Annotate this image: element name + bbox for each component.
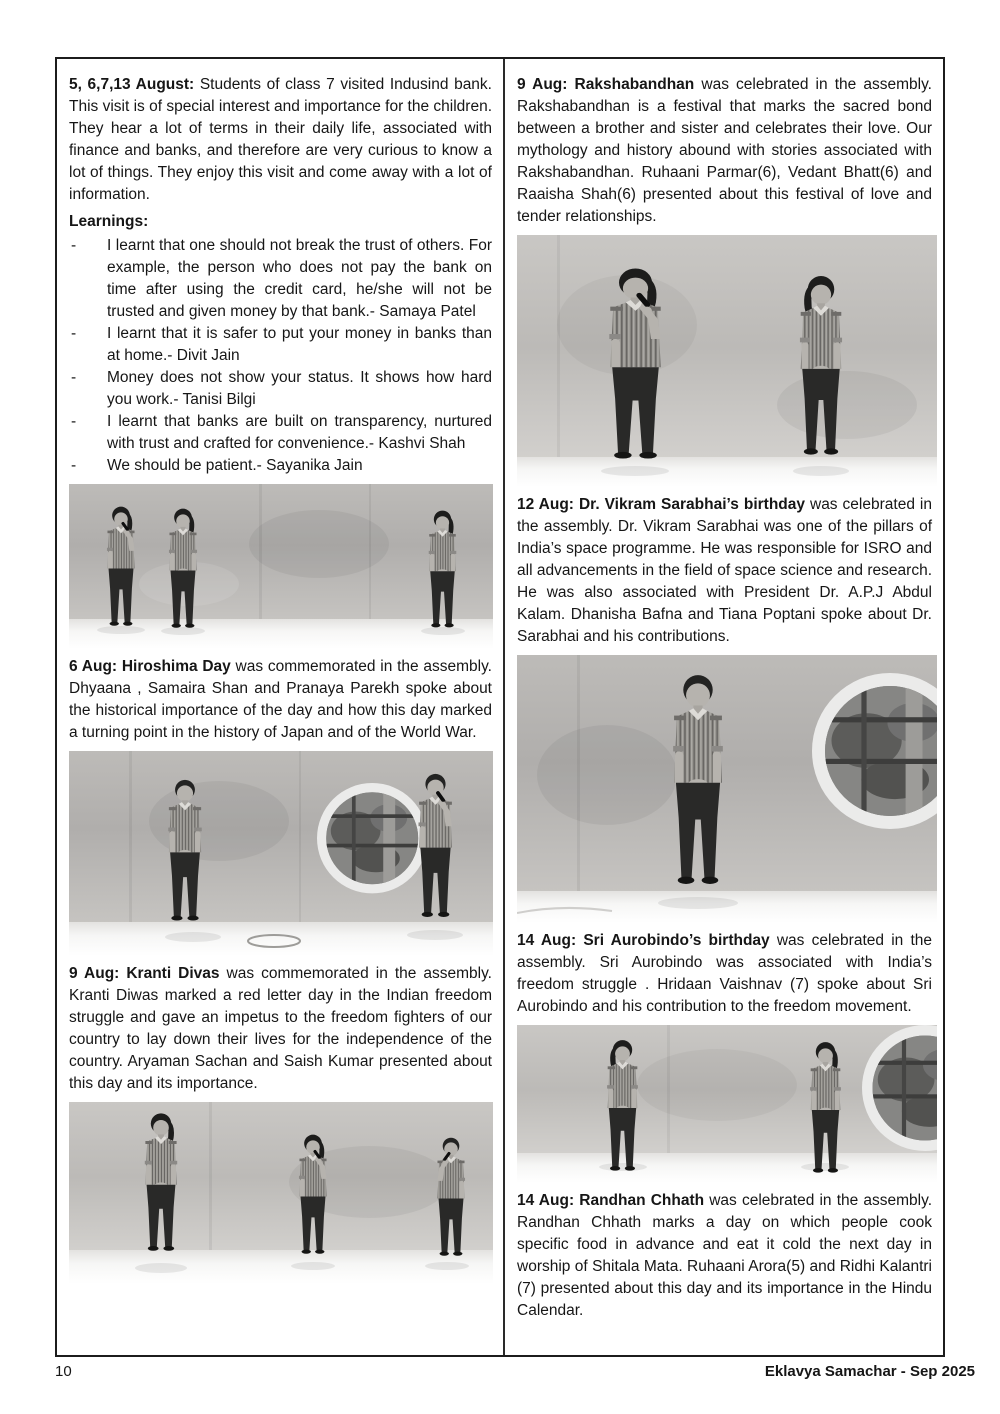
article-rakshabandhan <box>517 74 932 228</box>
article-hiroshima-lead: 6 Aug: Hiroshima Day <box>69 658 231 675</box>
right-column <box>505 59 943 1355</box>
article-hiroshima <box>69 656 492 744</box>
learning-text: We should be patient.- Sayanika Jain <box>107 457 363 474</box>
list-dash-marker: - <box>71 457 77 474</box>
list-item <box>69 455 492 477</box>
article-sarabhai-body: was celebrated in the assembly. Dr. Vikram Sarabhai was one of the pillars of India’s space programme. He was responsible for ISRO and all advancements in the field of space science and research. He was also associated with President Dr. A.P.J Abdul Kalam. Dhanisha Bafna and Tiana Poptani spoke about Dr. Sarabhai and his contributions. <box>517 496 932 645</box>
list-dash-marker: - <box>71 413 77 430</box>
page-border-frame <box>55 57 945 1357</box>
photo-rakshabandhan <box>517 235 932 487</box>
page-footer <box>55 1363 975 1381</box>
learnings-list <box>69 235 492 477</box>
learning-text: I learnt that it is safer to put your money in banks than at home.- Divit Jain <box>107 325 492 364</box>
article-kranti-body: was commemorated in the assembly. Kranti Diwas marked a red letter day in the Indian freedom struggle and gave an impetus to the freedom fighters of our country to lay down their lives for the independence of the country. Aryaman Sachan and Saish Kumar presented about this day and its importance. <box>69 965 492 1092</box>
porthole-window <box>317 783 427 893</box>
learning-text: I learnt that banks are built on transparency, nurtured with trust and crafted for convenience.- Kashvi Shah <box>107 413 492 452</box>
article-aurobindo-body: was celebrated in the assembly. Sri Aurobindo was associated with India’s freedom struggle . Hridaan Vaishnav (7) spoke about Sri Aurobindo and his contribution to the freedom movement. <box>517 932 932 1015</box>
list-dash-marker: - <box>71 237 77 254</box>
photo-illustration <box>517 1025 937 1183</box>
article-hiroshima-body: was commemorated in the assembly. Dhyaana , Samaira Shan and Pranaya Parekh spoke about the historical importance of the day and how this day marked a turning point in the history of Japan and of the World War. <box>69 658 492 741</box>
photo-illustration <box>517 655 937 923</box>
list-item <box>69 411 492 455</box>
list-item <box>69 235 492 323</box>
photo-sarabhai-assembly <box>517 655 932 923</box>
article-randhan <box>517 1190 932 1322</box>
photo-kranti-presenters <box>69 1102 492 1284</box>
left-column <box>57 59 503 1355</box>
article-aurobindo-lead: 14 Aug: Sri Aurobindo’s birthday <box>517 932 770 949</box>
list-item <box>69 323 492 367</box>
list-dash-marker: - <box>71 369 77 386</box>
learning-text: Money does not show your status. It shows how hard you work.- Tanisi Bilgi <box>107 369 492 408</box>
article-randhan-body: was celebrated in the assembly. Randhan Chhath marks a day on which people cook specific food in advance and eat it cold the next day in worship of Shitala Mata. Ruhaani Arora(5) and Ridhi Kalantri (7) presented about this day and its importance in the Hindu Calendar. <box>517 1192 933 1319</box>
article-kranti <box>69 963 492 1095</box>
article-sarabhai <box>517 494 932 648</box>
article-sarabhai-lead: 12 Aug: Dr. Vikram Sarabhai’s birthday <box>517 496 805 513</box>
article-kranti-lead: 9 Aug: Kranti Divas <box>69 965 220 982</box>
photo-illustration <box>517 235 937 487</box>
article-rakshabandhan-lead: 9 Aug: Rakshabandhan <box>517 76 695 93</box>
photo-illustration <box>69 751 493 956</box>
list-item <box>69 367 492 411</box>
article-bank-visit-body: Students of class 7 visited Indusind bank. This visit is of special interest and importance for the children. They hear a lot of terms in their daily life, associated with finance and banks, and therefore are very curious to know a lot of things. They enjoy this visit and come away with a lot of information. <box>69 76 492 203</box>
page-number: 10 <box>55 1363 72 1380</box>
article-bank-visit-lead: 5, 6,7,13 August: <box>69 76 195 93</box>
list-dash-marker: - <box>71 325 77 342</box>
article-randhan-lead: 14 Aug: Randhan Chhath <box>517 1192 705 1209</box>
article-aurobindo <box>517 930 932 1018</box>
learnings-heading: Learnings: <box>69 213 149 230</box>
publication-title: Eklavya Samachar - Sep 2025 <box>764 1363 975 1380</box>
learning-text: I learnt that one should not break the trust of others. For example, the person who does not pay the bank on time after using the credit card, he/she will not be trusted and given money by that bank.- Samaya Patel <box>107 237 492 320</box>
photo-illustration <box>69 1102 493 1284</box>
photo-illustration <box>69 484 493 649</box>
photo-randhan-chhath <box>517 1025 932 1183</box>
article-bank-visit <box>69 74 492 206</box>
photo-hiroshima-assembly <box>69 484 492 649</box>
photo-kranti-divas <box>69 751 492 956</box>
article-rakshabandhan-body: was celebrated in the assembly. Rakshabandhan is a festival that marks the sacred bond between a brother and sister and celebrates their love. Our mythology and history abound with stories associated with Rakshabandhan. Ruhaani Parmar(6), Vedant Bhatt(6) and Raaisha Shah(6) presented about this festival of love and tender relationships. <box>517 76 932 225</box>
